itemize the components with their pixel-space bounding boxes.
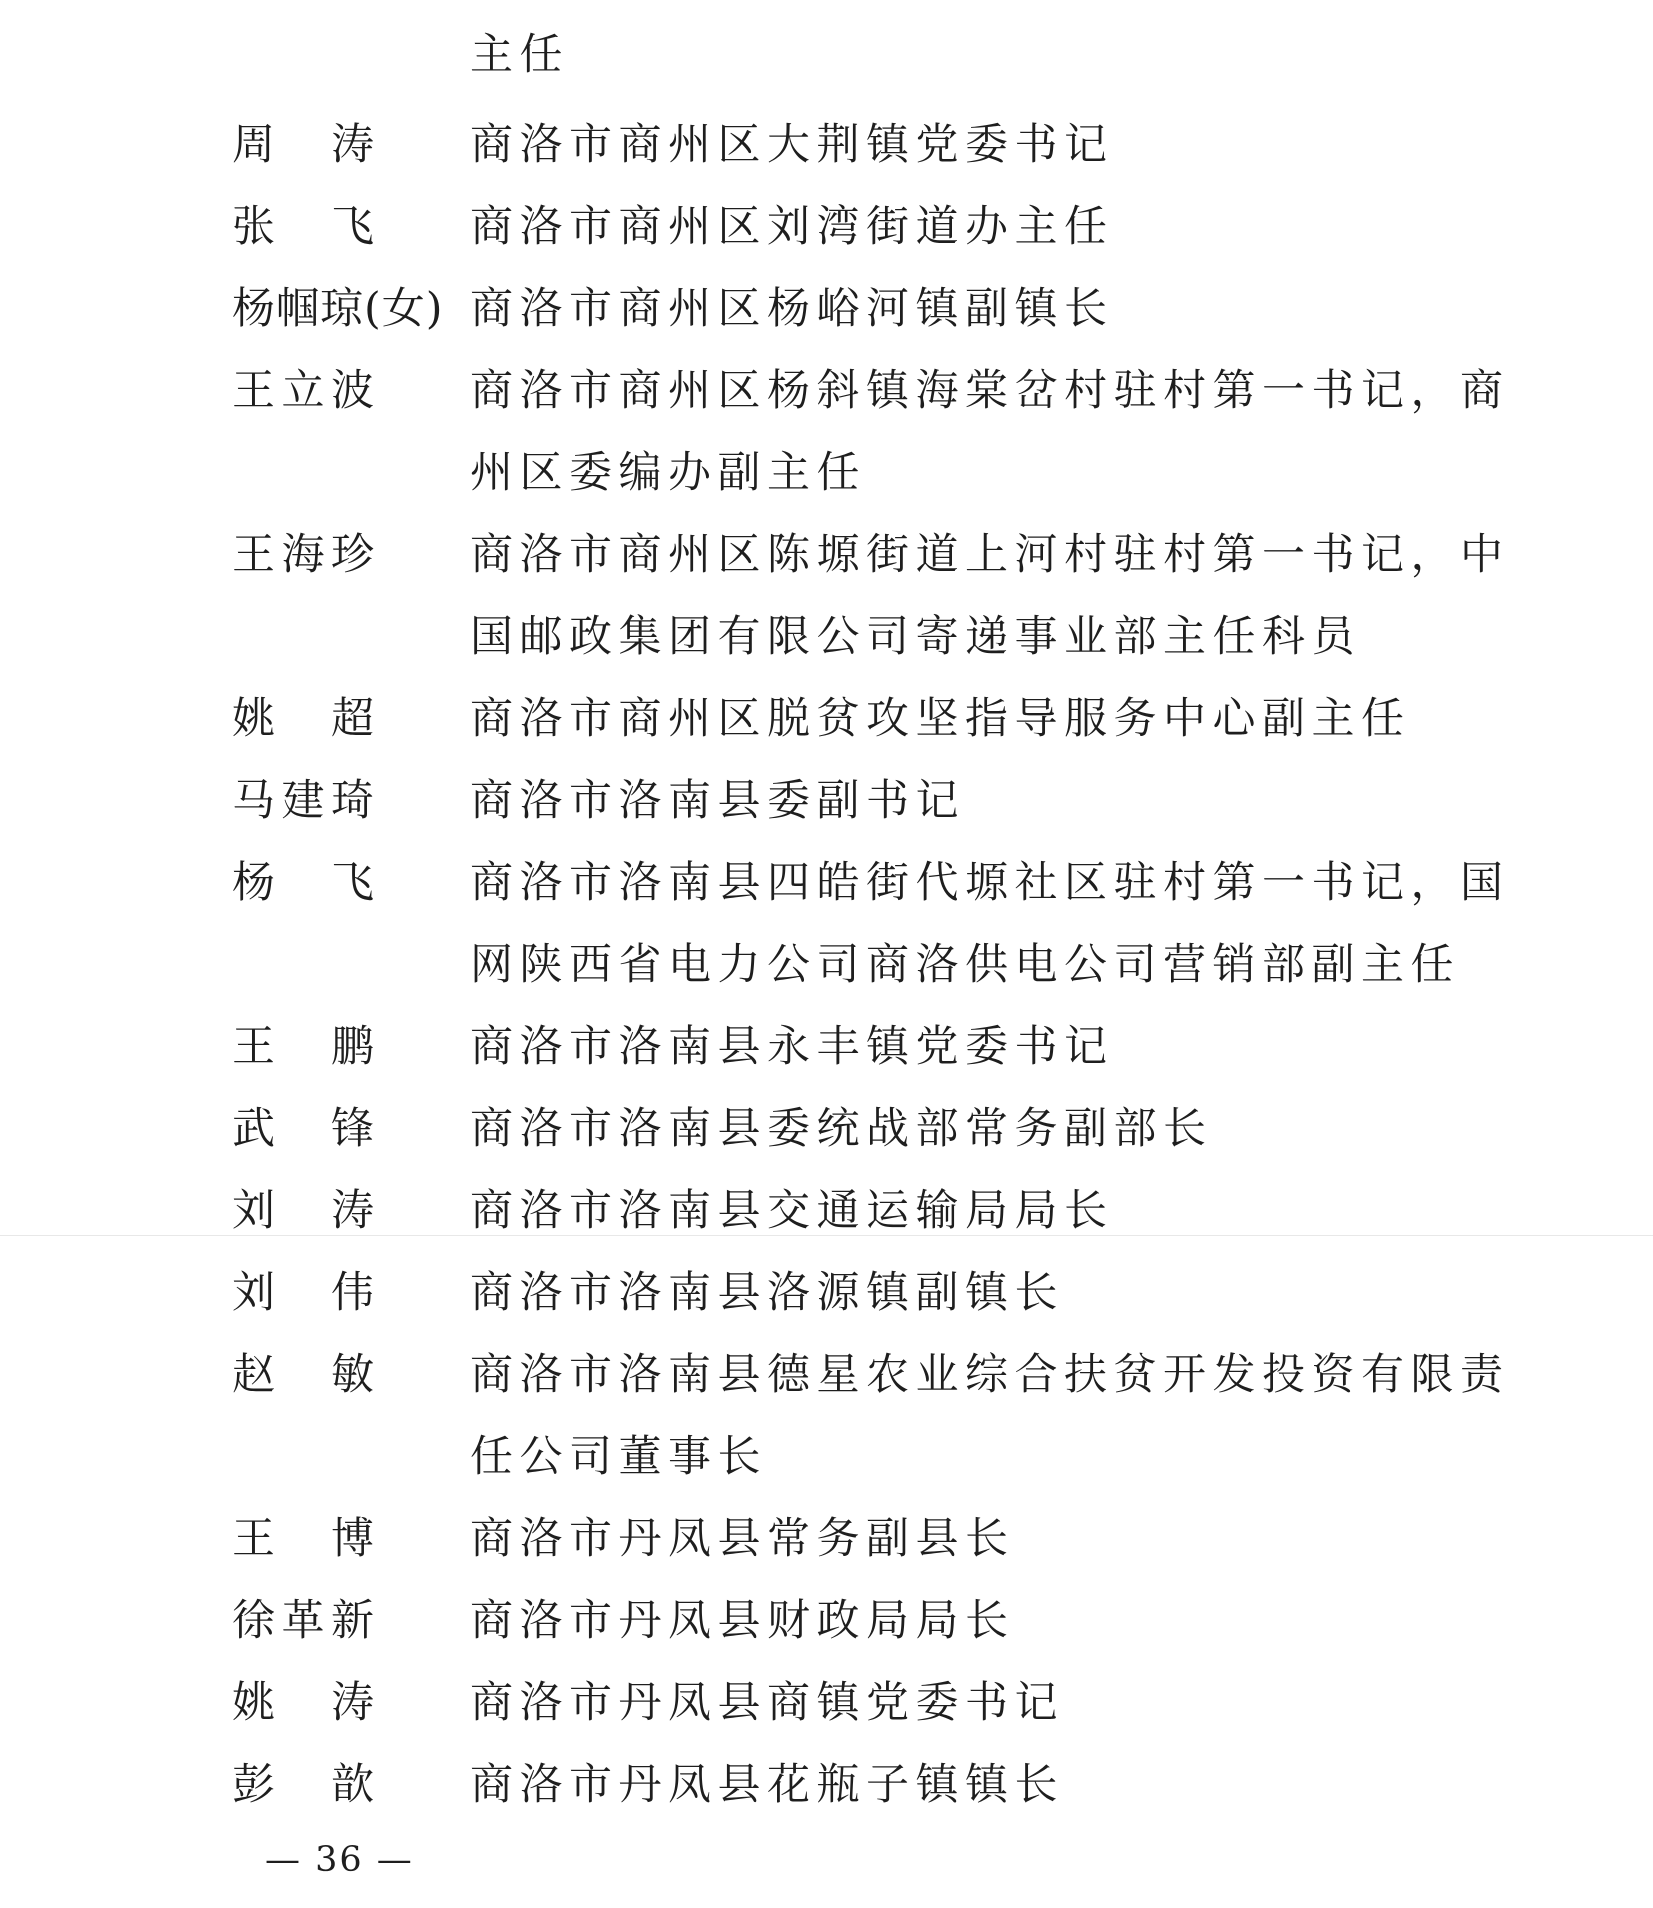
person-name: 王海珍 <box>232 530 381 580</box>
list-item-text: 主任 <box>470 30 569 80</box>
position-text: 商洛市洛南县德星农业综合扶贫开发投资有限责 <box>470 1350 1510 1400</box>
position-text: 商洛市丹凤县花瓶子镇镇长 <box>470 1760 1064 1810</box>
person-name: 姚 超 <box>232 694 381 744</box>
person-name: 马建琦 <box>232 776 381 826</box>
page-number: — 36 — <box>265 1840 414 1880</box>
person-name: 刘 伟 <box>232 1268 381 1318</box>
position-text: 商洛市商州区杨斜镇海棠岔村驻村第一书记，商 <box>470 366 1510 416</box>
position-text: 商洛市洛南县永丰镇党委书记 <box>470 1022 1114 1072</box>
position-text: 商洛市丹凤县常务副县长 <box>470 1514 1015 1564</box>
position-text: 商洛市丹凤县商镇党委书记 <box>470 1678 1064 1728</box>
position-text-continued: 任公司董事长 <box>470 1432 767 1482</box>
position-text: 商洛市商州区大荆镇党委书记 <box>470 120 1114 170</box>
position-text: 商洛市洛南县四皓街代塬社区驻村第一书记，国 <box>470 858 1510 908</box>
position-text: 商洛市洛南县交通运输局局长 <box>470 1186 1114 1236</box>
position-text: 商洛市丹凤县财政局局长 <box>470 1596 1015 1646</box>
person-name: 王立波 <box>232 366 381 416</box>
position-text: 商洛市商州区杨峪河镇副镇长 <box>470 284 1114 334</box>
person-name: 周 涛 <box>232 120 381 170</box>
person-name: 杨帼琼(女) <box>232 284 444 334</box>
position-text: 商洛市洛南县洛源镇副镇长 <box>470 1268 1064 1318</box>
person-name: 杨 飞 <box>232 858 381 908</box>
position-text: 商洛市商州区刘湾街道办主任 <box>470 202 1114 252</box>
person-name: 姚 涛 <box>232 1678 381 1728</box>
person-name: 王 鹏 <box>232 1022 381 1072</box>
person-name: 刘 涛 <box>232 1186 381 1236</box>
position-text-continued: 国邮政集团有限公司寄递事业部主任科员 <box>470 612 1361 662</box>
person-name: 王 博 <box>232 1514 381 1564</box>
person-name: 张 飞 <box>232 202 381 252</box>
position-text-continued: 州区委编办副主任 <box>470 448 866 498</box>
person-name: 赵 敏 <box>232 1350 381 1400</box>
position-text: 商洛市洛南县委副书记 <box>470 776 965 826</box>
person-name: 武 锋 <box>232 1104 381 1154</box>
position-text: 商洛市商州区陈塬街道上河村驻村第一书记，中 <box>470 530 1510 580</box>
person-name: 彭 歆 <box>232 1760 381 1810</box>
position-text: 商洛市商州区脱贫攻坚指导服务中心副主任 <box>470 694 1411 744</box>
position-text: 商洛市洛南县委统战部常务副部长 <box>470 1104 1213 1154</box>
person-name: 徐革新 <box>232 1596 381 1646</box>
position-text-continued: 网陕西省电力公司商洛供电公司营销部副主任 <box>470 940 1460 990</box>
